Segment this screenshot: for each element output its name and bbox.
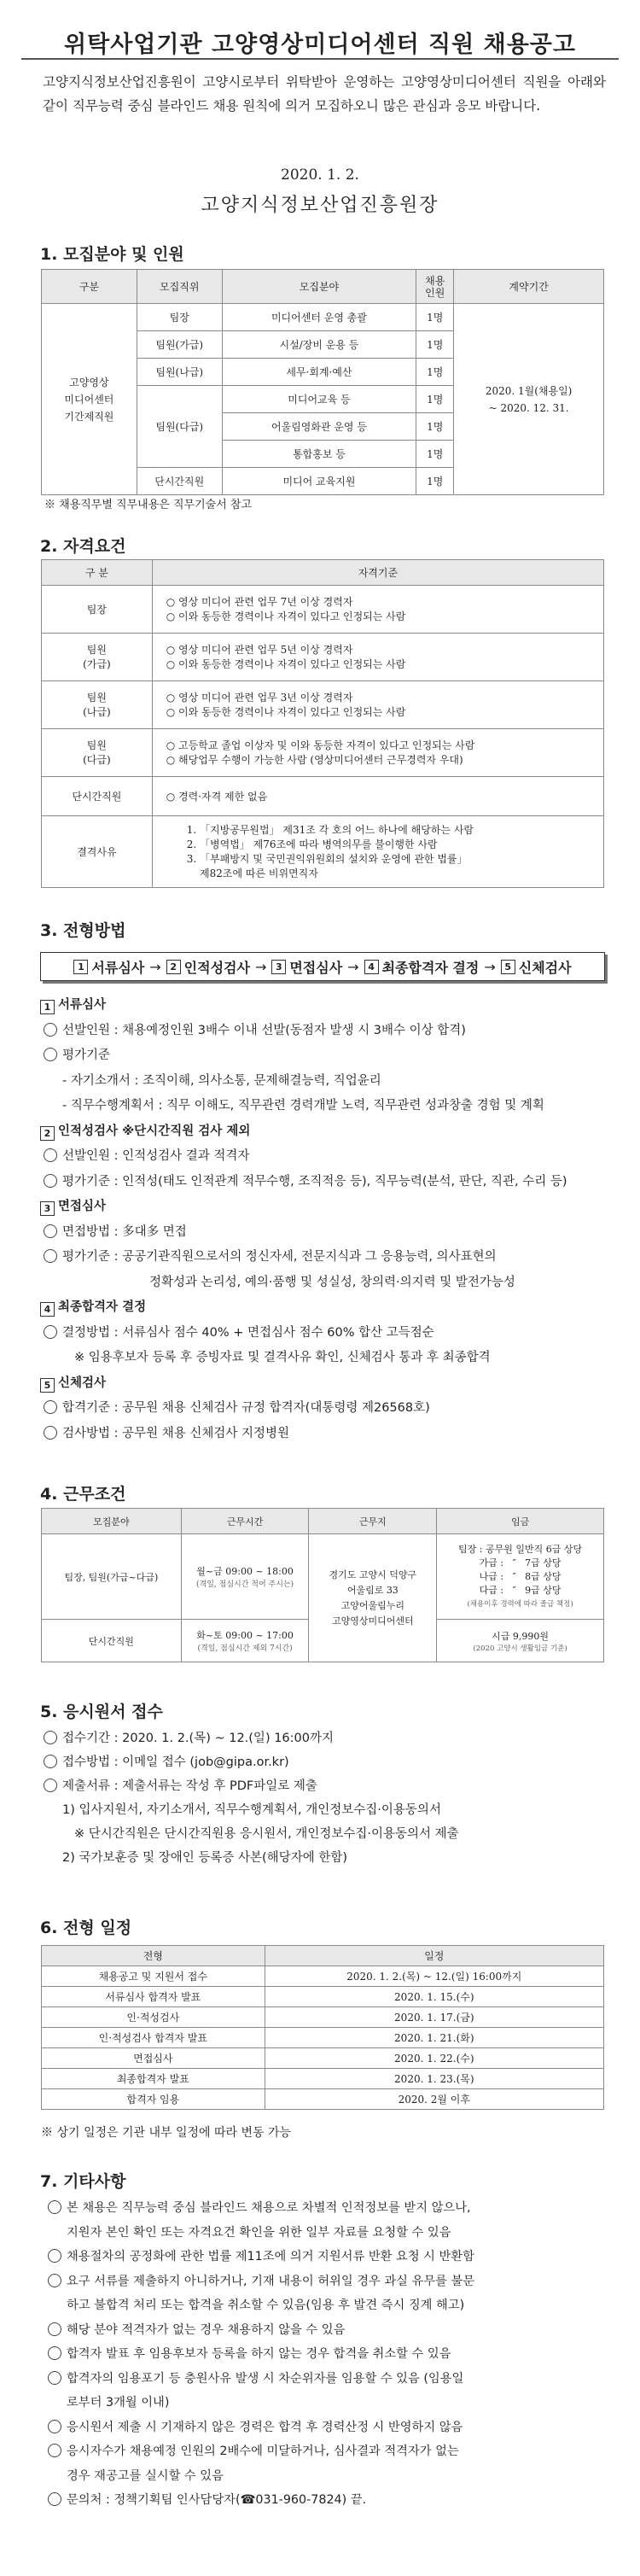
text-line [44, 2269, 633, 2294]
line-text: 면접심사 [58, 1200, 107, 1213]
period-cell: 2020. 1월(채용일) ~ 2020. 12. 31. [454, 304, 604, 495]
step-number: 1 [40, 1000, 55, 1014]
col-header: 채용 인원 [416, 270, 454, 304]
line-text: 신체검사 [58, 1376, 107, 1390]
qual-key: 팀원 (가급) [42, 634, 153, 681]
text-line [40, 1270, 620, 1296]
bullet-circle-icon [48, 2492, 61, 2506]
table-cell: 인·적성검사 [42, 2007, 265, 2028]
step-number: 4 [364, 960, 379, 974]
title-divider [21, 58, 619, 60]
table-cell: 서류심사 합격자 발표 [42, 1987, 265, 2007]
table-cell: 합격자 임용 [42, 2089, 265, 2110]
intro-paragraph: 고양지식정보산업진흥원이 고양시로부터 위탁받아 운영하는 고양영상미디어센터 직원을 아래와 같이 직무능력 중심 블라인드 채용 원칙에 의거 모집하오니 많은 관심과 응모 바랍니다. [43, 74, 606, 114]
bullet-circle-icon [48, 2420, 61, 2433]
table-cell: 2020. 1. 15.(수) [265, 1987, 603, 2007]
wage-line: 나급 : ″ 8급 상당 [479, 1570, 561, 1582]
bullet-circle-icon [48, 2444, 61, 2457]
bullet-circle-icon [48, 2200, 61, 2214]
misc-notes [44, 2196, 633, 2513]
application-details [40, 1726, 620, 1870]
table-cell: 1명 [416, 386, 454, 413]
arrow-icon: → [347, 958, 359, 975]
qual-line: ○ 영상 미디어 관련 업무 5년 이상 경력자 [166, 643, 353, 656]
line-text: 문의처 : 정책기획팀 인사담당자(☎031-960-7824) 끝. [67, 2493, 367, 2507]
line-text: 하고 불합격 처리 또는 합격을 취소할 수 있음(임용 후 발견 즉시 징계 해고) [67, 2299, 465, 2312]
table-cell: 2020. 1. 23.(목) [265, 2069, 603, 2089]
line-text: 응시자수가 채용예정 인원의 2배수에 미달하거나, 심사결과 적격자가 없는 [67, 2445, 459, 2458]
wage-line: 다급 : ″ 9급 상당 [479, 1584, 561, 1596]
text-line [40, 1750, 620, 1774]
work-time-value: 화~토 09:00 ~ 17:00 [196, 1630, 294, 1641]
line-text: 본 채용은 직무능력 중심 블라인드 채용으로 차별적 인적정보를 받지 않으나, [67, 2201, 471, 2215]
section-title-6: 6. 전형 일정 [40, 1919, 132, 1937]
col-header: 모집분야 [42, 1509, 182, 1534]
section-title-1: 1. 모집분야 및 인원 [40, 245, 184, 264]
text-line [40, 1245, 620, 1270]
table-cell: 인·적성검사 합격자 발표 [42, 2028, 265, 2048]
line-text: 응시원서 제출 시 기재하지 않은 경력은 합격 후 경력산정 시 반영하지 않음 [67, 2420, 463, 2434]
bullet-circle-icon [48, 2274, 61, 2287]
text-line [40, 1371, 620, 1397]
schedule-table [41, 1945, 604, 2110]
text-line [40, 1295, 620, 1321]
line-text: 해당 분야 적격자가 없는 경우 채용하지 않을 수 있음 [67, 2322, 346, 2337]
line-text: - 자기소개서 : 조직이해, 의사소통, 문제해결능력, 직업윤리 [62, 1073, 381, 1088]
table-cell: 채용공고 및 지원서 접수 [42, 1966, 265, 1987]
bullet-circle-icon [44, 1731, 57, 1744]
line-text: 평가기준 : 인적성(태도 인적관계 적무수행, 조직적응 등), 직무능력(분석, 판단, 직관, 수리 등) [62, 1174, 567, 1189]
line-text: - 직무수행계획서 : 직무 이해도, 직무관련 경력개발 노력, 직무관련 성과창출 경험 및 계획 [62, 1099, 544, 1113]
table-cell: 2020. 1. 2.(목) ~ 12.(일) 16:00까지 [265, 1966, 603, 1987]
wage-line: 가급 : ″ 7급 상당 [479, 1557, 561, 1568]
wage-line: 시급 9,990원 [492, 1630, 550, 1642]
place-line: 경기도 고양시 덕양구 [329, 1568, 417, 1580]
section-title-2: 2. 자격요건 [40, 537, 126, 556]
line-text: ※ 단시간직원은 단시간직원용 응시원서, 개인정보수집·이용동의서 제출 [74, 1827, 459, 1841]
text-line [44, 2221, 633, 2246]
work-key: 단시간직원 [42, 1620, 182, 1662]
wage-cell [437, 1534, 604, 1620]
line-text: 평가기준 : 공공기관직원으로서의 정신자세, 전문지식과 그 응용능력, 의사표현의 [62, 1250, 497, 1264]
text-line [44, 2439, 633, 2464]
bullet-circle-icon [44, 1174, 57, 1188]
qual-line: 제82조에 따른 비위면직자 [186, 867, 318, 879]
table-row [42, 2007, 604, 2028]
line-text: 결정방법 : 서류심사 점수 40% + 면접심사 점수 60% 합산 고득점순 [62, 1325, 434, 1340]
col-header: 근무지 [309, 1509, 437, 1534]
step-label: 신체검사 [518, 959, 572, 976]
text-line [40, 1119, 620, 1145]
table-cell: 1명 [416, 304, 454, 331]
line-text: 선발인원 : 인적성검사 결과 적격자 [62, 1149, 250, 1163]
table-cell: 면접심사 [42, 2048, 265, 2069]
step-number: 1 [73, 960, 88, 974]
group-cell: 고양영상 미디어센터 기간제직원 [42, 304, 137, 495]
line-text: 합격자 발표 후 임용후보자 등록을 하지 않는 경우 합격을 취소할 수 있음 [67, 2347, 451, 2361]
qual-key: 팀원 (나급) [42, 681, 153, 729]
step-number: 3 [271, 960, 286, 974]
text-line [40, 1144, 620, 1170]
line-text: 2) 국가보훈증 및 장애인 등록증 사본(해당자에 한함) [62, 1851, 347, 1865]
bullet-circle-icon [48, 2346, 61, 2360]
table-cell: 세무·회계·예산 [222, 359, 416, 386]
text-line [40, 1069, 620, 1095]
text-line [40, 1195, 620, 1220]
arrow-icon: → [484, 958, 496, 975]
col-header: 모집분야 [222, 270, 416, 304]
table-cell: 1명 [416, 468, 454, 495]
text-line [40, 993, 620, 1019]
selection-flow [40, 952, 605, 981]
schedule-rows [42, 1966, 604, 2110]
col-header: 계약기간 [454, 270, 604, 304]
table-cell: 1명 [416, 441, 454, 468]
work-key: 팀장, 팀원(가급~다급) [42, 1534, 182, 1620]
text-line [40, 1220, 620, 1246]
qual-value [152, 586, 603, 634]
work-time-note: (격일, 점심시간 적어 주시는) [196, 1580, 294, 1589]
table-cell: 1명 [416, 331, 454, 359]
text-line [40, 1726, 620, 1750]
bullet-circle-icon [44, 1325, 57, 1339]
bullet-circle-icon [44, 1400, 57, 1414]
text-line [44, 2464, 633, 2489]
line-text: 인적성검사 ※단시간직원 검사 제외 [58, 1124, 251, 1138]
wage-note: (2020 고양시 생활임금 기준) [473, 1644, 567, 1653]
table-row [42, 2028, 604, 2048]
qual-line: ○ 해당업무 수행이 가능한 사람 (영상미디어센터 근무경력자 우대) [166, 753, 463, 766]
line-text: 최종합격자 결정 [58, 1300, 147, 1314]
line-text: 1) 입사지원서, 자기소개서, 직무수행계획서, 개인정보수집·이용동의서 [62, 1803, 441, 1817]
line-text: 접수기간 : 2020. 1. 2.(목) ~ 12.(일) 16:00까지 [62, 1732, 335, 1745]
table-row [42, 1966, 604, 1987]
wage-line: 팀장 : 공무원 일반직 6급 상당 [458, 1543, 583, 1555]
table-row [42, 2089, 604, 2110]
text-line [40, 1798, 620, 1822]
text-line [40, 1321, 620, 1346]
line-text: 경우 재공고를 실시할 수 있음 [67, 2468, 224, 2483]
text-line [40, 1422, 620, 1447]
step-number: 3 [40, 1201, 55, 1216]
col-header: 일정 [265, 1946, 603, 1966]
s6-note: ※ 상기 일정은 기관 내부 일정에 따라 변동 가능 [41, 2126, 292, 2140]
qual-line: ○ 영상 미디어 관련 업무 7년 이상 경력자 [166, 595, 353, 608]
table-cell: 미디어센터 운영 총괄 [222, 304, 416, 331]
wage-cell [437, 1620, 604, 1662]
text-line [44, 2415, 633, 2440]
qual-value [152, 729, 603, 777]
col-header: 임금 [437, 1509, 604, 1534]
qual-value [152, 777, 603, 816]
work-time [181, 1620, 309, 1662]
arrow-icon: → [149, 958, 161, 975]
line-text: 면접방법 : 多대多 면접 [62, 1224, 187, 1239]
bullet-circle-icon [44, 1023, 57, 1037]
line-text: 합격자의 임용포기 등 충원사유 발생 시 차순위자를 임용할 수 있음 (임용일 [67, 2371, 464, 2386]
line-text: 접수방법 : 이메일 접수 (job@gipa.or.kr) [62, 1755, 289, 1769]
step-label: 면접심사 [289, 959, 343, 976]
bullet-circle-icon [44, 1148, 57, 1162]
section-title-3: 3. 전형방법 [40, 921, 126, 940]
line-text: 지원자 본인 확인 또는 자격요건 확인을 위한 일부 자료를 요청할 수 있음 [67, 2225, 451, 2240]
s1-note: ※ 채용직무별 직무내용은 직무기술서 참고 [44, 499, 253, 511]
col-header: 자격기준 [152, 560, 603, 586]
bullet-circle-icon [44, 1779, 57, 1792]
line-text: 정확성과 논리성, 예의·품행 및 성실성, 창의력·의지력 및 발전가능성 [149, 1275, 515, 1289]
table-cell: 미디어교육 등 [222, 386, 416, 413]
col-header: 구 분 [42, 560, 153, 586]
line-text: 평가기준 [62, 1049, 111, 1062]
work-place [309, 1534, 437, 1662]
selection-details [40, 993, 620, 1446]
text-line [44, 2196, 633, 2221]
qual-line: 3. 「부패방지 및 국민권익위원회의 설치와 운영에 관한 법률」 [186, 852, 468, 865]
table-cell: 팀원(나급) [137, 359, 222, 386]
notice-title: 위탁사업기관 고양영상미디어센터 직원 채용공고 [64, 32, 576, 58]
bullet-circle-icon [44, 1249, 57, 1263]
text-line [40, 1822, 620, 1846]
text-line [40, 1846, 620, 1870]
qual-line: ○ 경력·자격 제한 없음 [166, 791, 268, 803]
col-header: 근무시간 [181, 1509, 309, 1534]
step-label: 서류심사 [91, 959, 145, 976]
section-title-4: 4. 근무조건 [40, 1485, 126, 1504]
col-header: 모집직위 [137, 270, 222, 304]
qual-value [152, 816, 603, 888]
table-row [42, 2048, 604, 2069]
text-line [40, 1396, 620, 1422]
wage-note: (채용이후 경력에 따라 졸급 책정) [467, 1599, 573, 1609]
text-line [44, 2367, 633, 2392]
line-text: 합격기준 : 공무원 채용 신체검사 규정 합격자(대통령령 제26568호) [62, 1401, 430, 1415]
line-text: 검사방법 : 공무원 채용 신체검사 지정병원 [62, 1426, 290, 1440]
table-cell: 통합홍보 등 [222, 441, 416, 468]
step-number: 5 [40, 1378, 55, 1393]
place-line: 어울림로 33 [346, 1584, 399, 1596]
step-number: 2 [166, 960, 181, 974]
section-title-7: 7. 기타사항 [40, 2172, 126, 2191]
issuer-name: 고양지식정보산업진흥원장 [201, 195, 439, 216]
table-cell: 팀장 [137, 304, 222, 331]
qual-key: 팀원 (다급) [42, 729, 153, 777]
bullet-circle-icon [44, 1224, 57, 1238]
bullet-circle-icon [44, 1755, 57, 1768]
qual-key: 결격사유 [42, 816, 153, 888]
line-text: 서류심사 [58, 998, 107, 1012]
text-line [44, 2342, 633, 2367]
line-text: 로부터 3개월 이내) [67, 2396, 170, 2410]
step-number: 2 [40, 1126, 55, 1141]
table-row [42, 2069, 604, 2089]
bullet-circle-icon [48, 2371, 61, 2385]
qual-key: 단시간직원 [42, 777, 153, 816]
qual-line: 1. 「지방공무원법」 제31조 각 호의 어느 하나에 해당하는 사람 [186, 823, 474, 836]
text-line [40, 1774, 620, 1798]
qual-line: ○ 이와 동등한 경력이나 자격이 있다고 인정되는 사람 [166, 610, 406, 622]
step-label: 인적성검사 [183, 959, 250, 976]
qual-key: 팀장 [42, 586, 153, 634]
table-cell: 2020. 1. 21.(화) [265, 2028, 603, 2048]
text-line [40, 1019, 620, 1044]
table-cell: 2020. 1. 22.(수) [265, 2048, 603, 2069]
table-cell: 미디어 교육지원 [222, 468, 416, 495]
table-cell: 팀원(가급) [137, 331, 222, 359]
qualification-table [41, 559, 604, 888]
line-text: ※ 임용후보자 등록 후 증빙자료 및 결격사유 확인, 신체검사 통과 후 최종합격 [74, 1351, 491, 1364]
step-number: 5 [501, 960, 515, 974]
bullet-circle-icon [48, 2322, 61, 2336]
notice-date: 2020. 1. 2. [281, 166, 359, 184]
text-line [40, 1170, 620, 1195]
table-cell: 단시간직원 [137, 468, 222, 495]
table-cell: 최종합격자 발표 [42, 2069, 265, 2089]
qual-line: ○ 영상 미디어 관련 업무 3년 이상 경력자 [166, 691, 353, 704]
work-time-note: (격일, 점심시간 제외 7시간) [197, 1644, 293, 1653]
line-text: 요구 서류를 제출하지 아니하거나, 기재 내용이 허위일 경우 과실 유무를 불문 [67, 2274, 475, 2288]
col-header: 구분 [42, 270, 137, 304]
recruit-table [41, 269, 604, 495]
work-time [181, 1534, 309, 1620]
table-cell: 1명 [416, 359, 454, 386]
table-cell: 1명 [416, 413, 454, 441]
place-line: 고양영상미디어센터 [331, 1615, 414, 1627]
qual-line: ○ 이와 동등한 경력이나 자격이 있다고 인정되는 사람 [166, 705, 406, 718]
text-line [40, 1094, 620, 1119]
text-line [44, 2293, 633, 2318]
table-cell: 시설/장비 운용 등 [222, 331, 416, 359]
col-header: 전형 [42, 1946, 265, 1966]
qual-line: 2. 「병역법」 제76조에 따라 병역의무를 불이행한 사람 [186, 838, 438, 850]
section-title-5: 5. 응시원서 접수 [40, 1703, 163, 1721]
arrow-icon: → [254, 958, 267, 975]
line-text: 선발인원 : 채용예정인원 3배수 이내 선발(동점자 발생 시 3배수 이상 합격) [62, 1023, 466, 1037]
text-line [44, 2488, 633, 2513]
text-line [44, 2318, 633, 2343]
place-line: 고양어울림누리 [340, 1599, 404, 1611]
work-time-value: 월~금 09:00 ~ 18:00 [196, 1566, 294, 1577]
qual-value [152, 634, 603, 681]
bullet-circle-icon [44, 1426, 57, 1440]
step-label: 최종합격자 결정 [381, 959, 480, 976]
table-cell: 2020. 1. 17.(금) [265, 2007, 603, 2028]
line-text: 제출서류 : 제출서류는 작성 후 PDF파일로 제출 [62, 1779, 317, 1793]
table-cell: 2020. 2월 이후 [265, 2089, 603, 2110]
table-row [42, 1987, 604, 2007]
work-conditions-table [41, 1508, 604, 1662]
table-cell: 어울림영화관 운영 등 [222, 413, 416, 441]
step-number: 4 [40, 1302, 55, 1317]
text-line [44, 2391, 633, 2415]
text-line [40, 1346, 620, 1371]
table-cell: 팀원(다급) [137, 386, 222, 468]
bullet-circle-icon [48, 2249, 61, 2263]
text-line [40, 1043, 620, 1069]
text-line [44, 2245, 633, 2269]
line-text: 채용절차의 공정화에 관한 법률 제11조에 의거 지원서류 반환 요청 시 반환함 [67, 2250, 474, 2263]
qual-value [152, 681, 603, 729]
qual-line: ○ 이와 동등한 경력이나 자격이 있다고 인정되는 사람 [166, 657, 406, 670]
bullet-circle-icon [44, 1048, 57, 1061]
qual-line: ○ 고등학교 졸업 이상자 및 이와 동등한 자격이 있다고 인정되는 사람 [166, 739, 475, 751]
